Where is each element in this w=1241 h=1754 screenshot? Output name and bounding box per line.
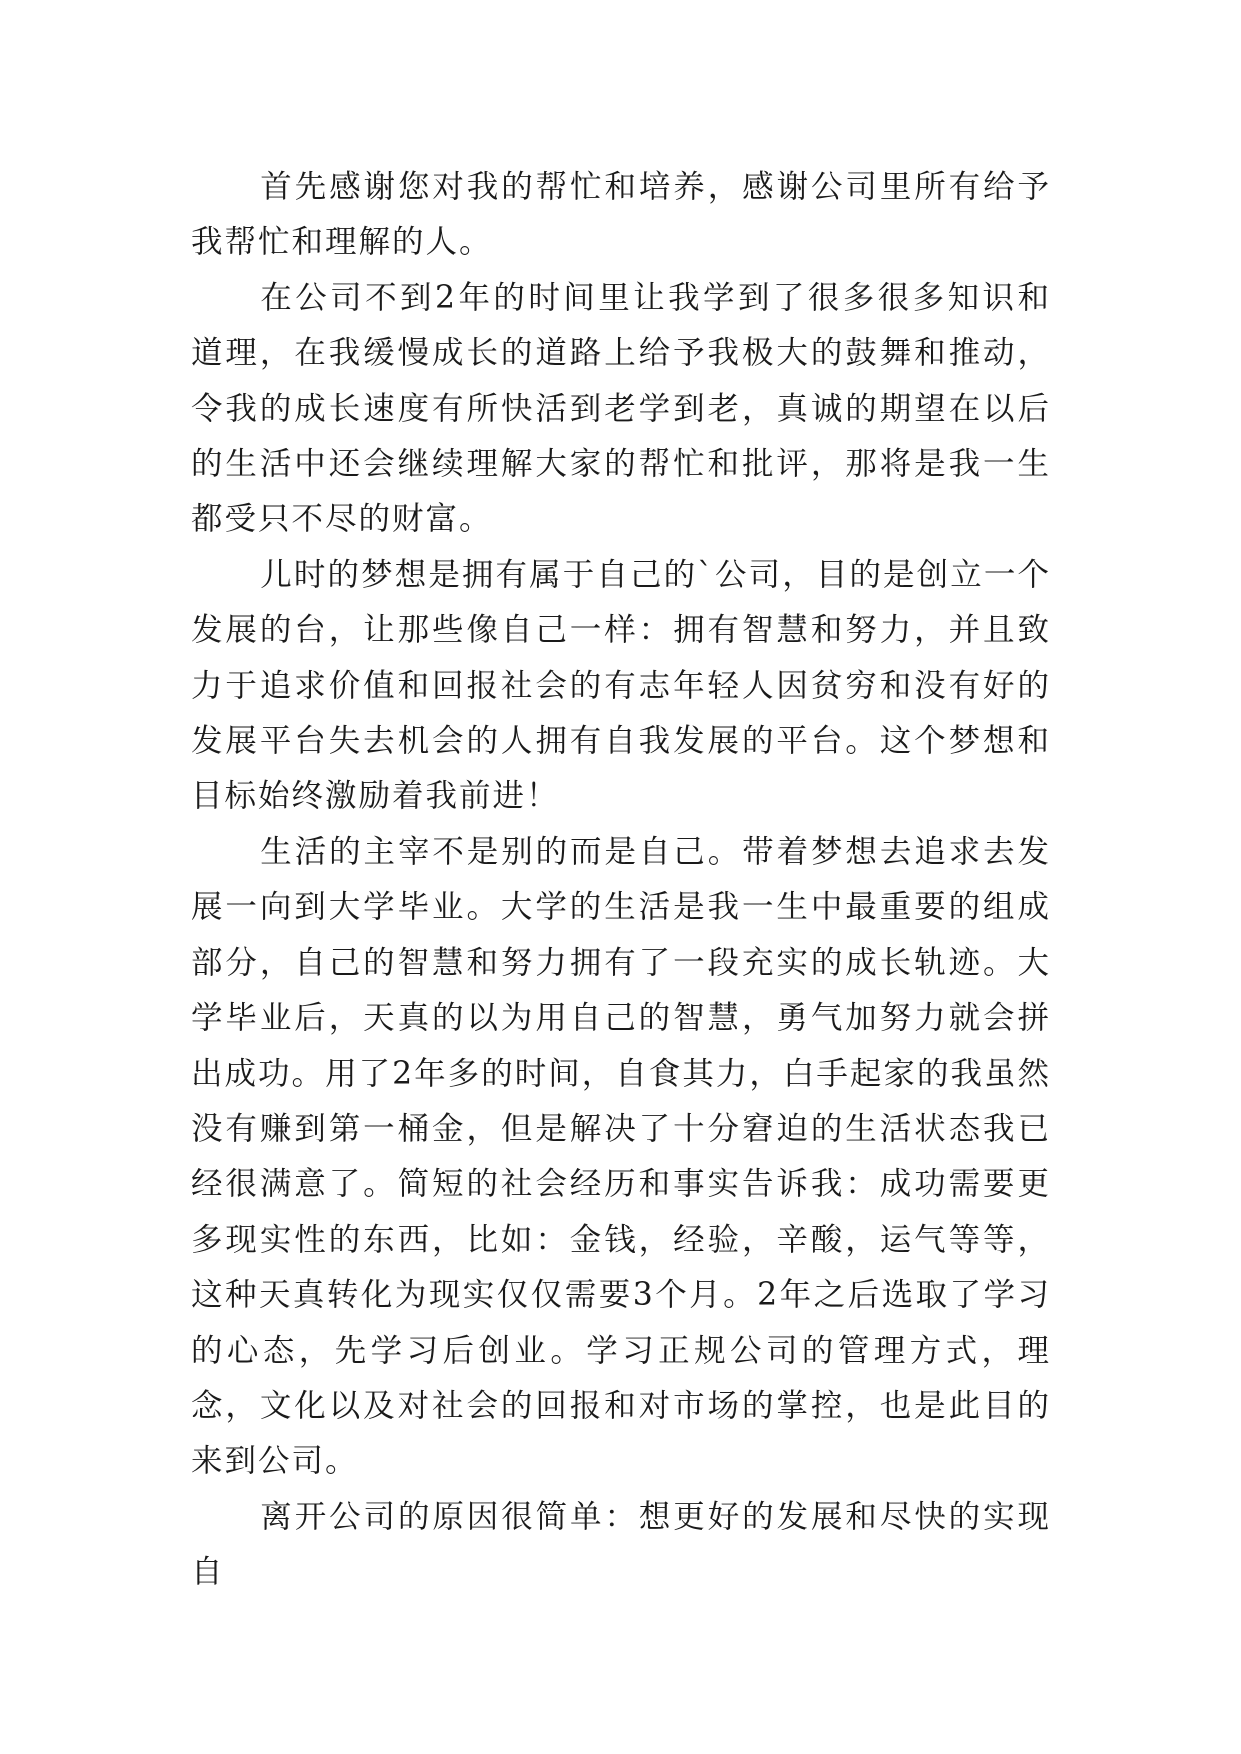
paragraph-childhood-dream: 儿时的梦想是拥有属于自己的`公司，目的是创立一个发展的台，让那些像自己一样：拥有智慧和努力，并且致力于追求价值和回报社会的有志年轻人因贫穷和没有好的发展平台失去机会的人拥有自我发展的平台。这个梦想和目标始终激励着我前进！	[191, 556, 1051, 815]
paragraph-life-experience: 生活的主宰不是别的而是自己。带着梦想去追求去发展一向到大学毕业。大学的生活是我一生中最重要的组成部分，自己的智慧和努力拥有了一段充实的成长轨迹。大学毕业后，天真的以为用自己的智慧，勇气加努力就会拼出成功。用了2年多的时间，自食其力，白手起家的我虽然没有赚到第一桶金，但是解决了十分窘迫的生活状态我已经很满意了。简短的社会经历和事实告诉我：成功需要更多现实性的东西，比如：金钱，经验，辛酸，运气等等，这种天真转化为现实仅仅需要3个月。2年之后选取了学习的心态，先学习后创业。学习正规公司的管理方式，理念，文化以及对社会的回报和对市场的掌控，也是此目的来到公司。	[191, 833, 1051, 1480]
paragraph-gratitude: 首先感谢您对我的帮忙和培养，感谢公司里所有给予我帮忙和理解的人。	[191, 169, 1051, 261]
paragraph-learning: 在公司不到2年的时间里让我学到了很多很多知识和道理，在我缓慢成长的道路上给予我极大的鼓舞和推动，令我的成长速度有所快活到老学到老，真诚的期望在以后的生活中还会继续理解大家的帮忙和批评，那将是我一生都受只不尽的财富。	[191, 279, 1051, 538]
paragraph-leaving-reason: 离开公司的原因很简单：想更好的发展和尽快的实现自	[191, 1498, 1051, 1591]
document-body	[191, 160, 1051, 1601]
